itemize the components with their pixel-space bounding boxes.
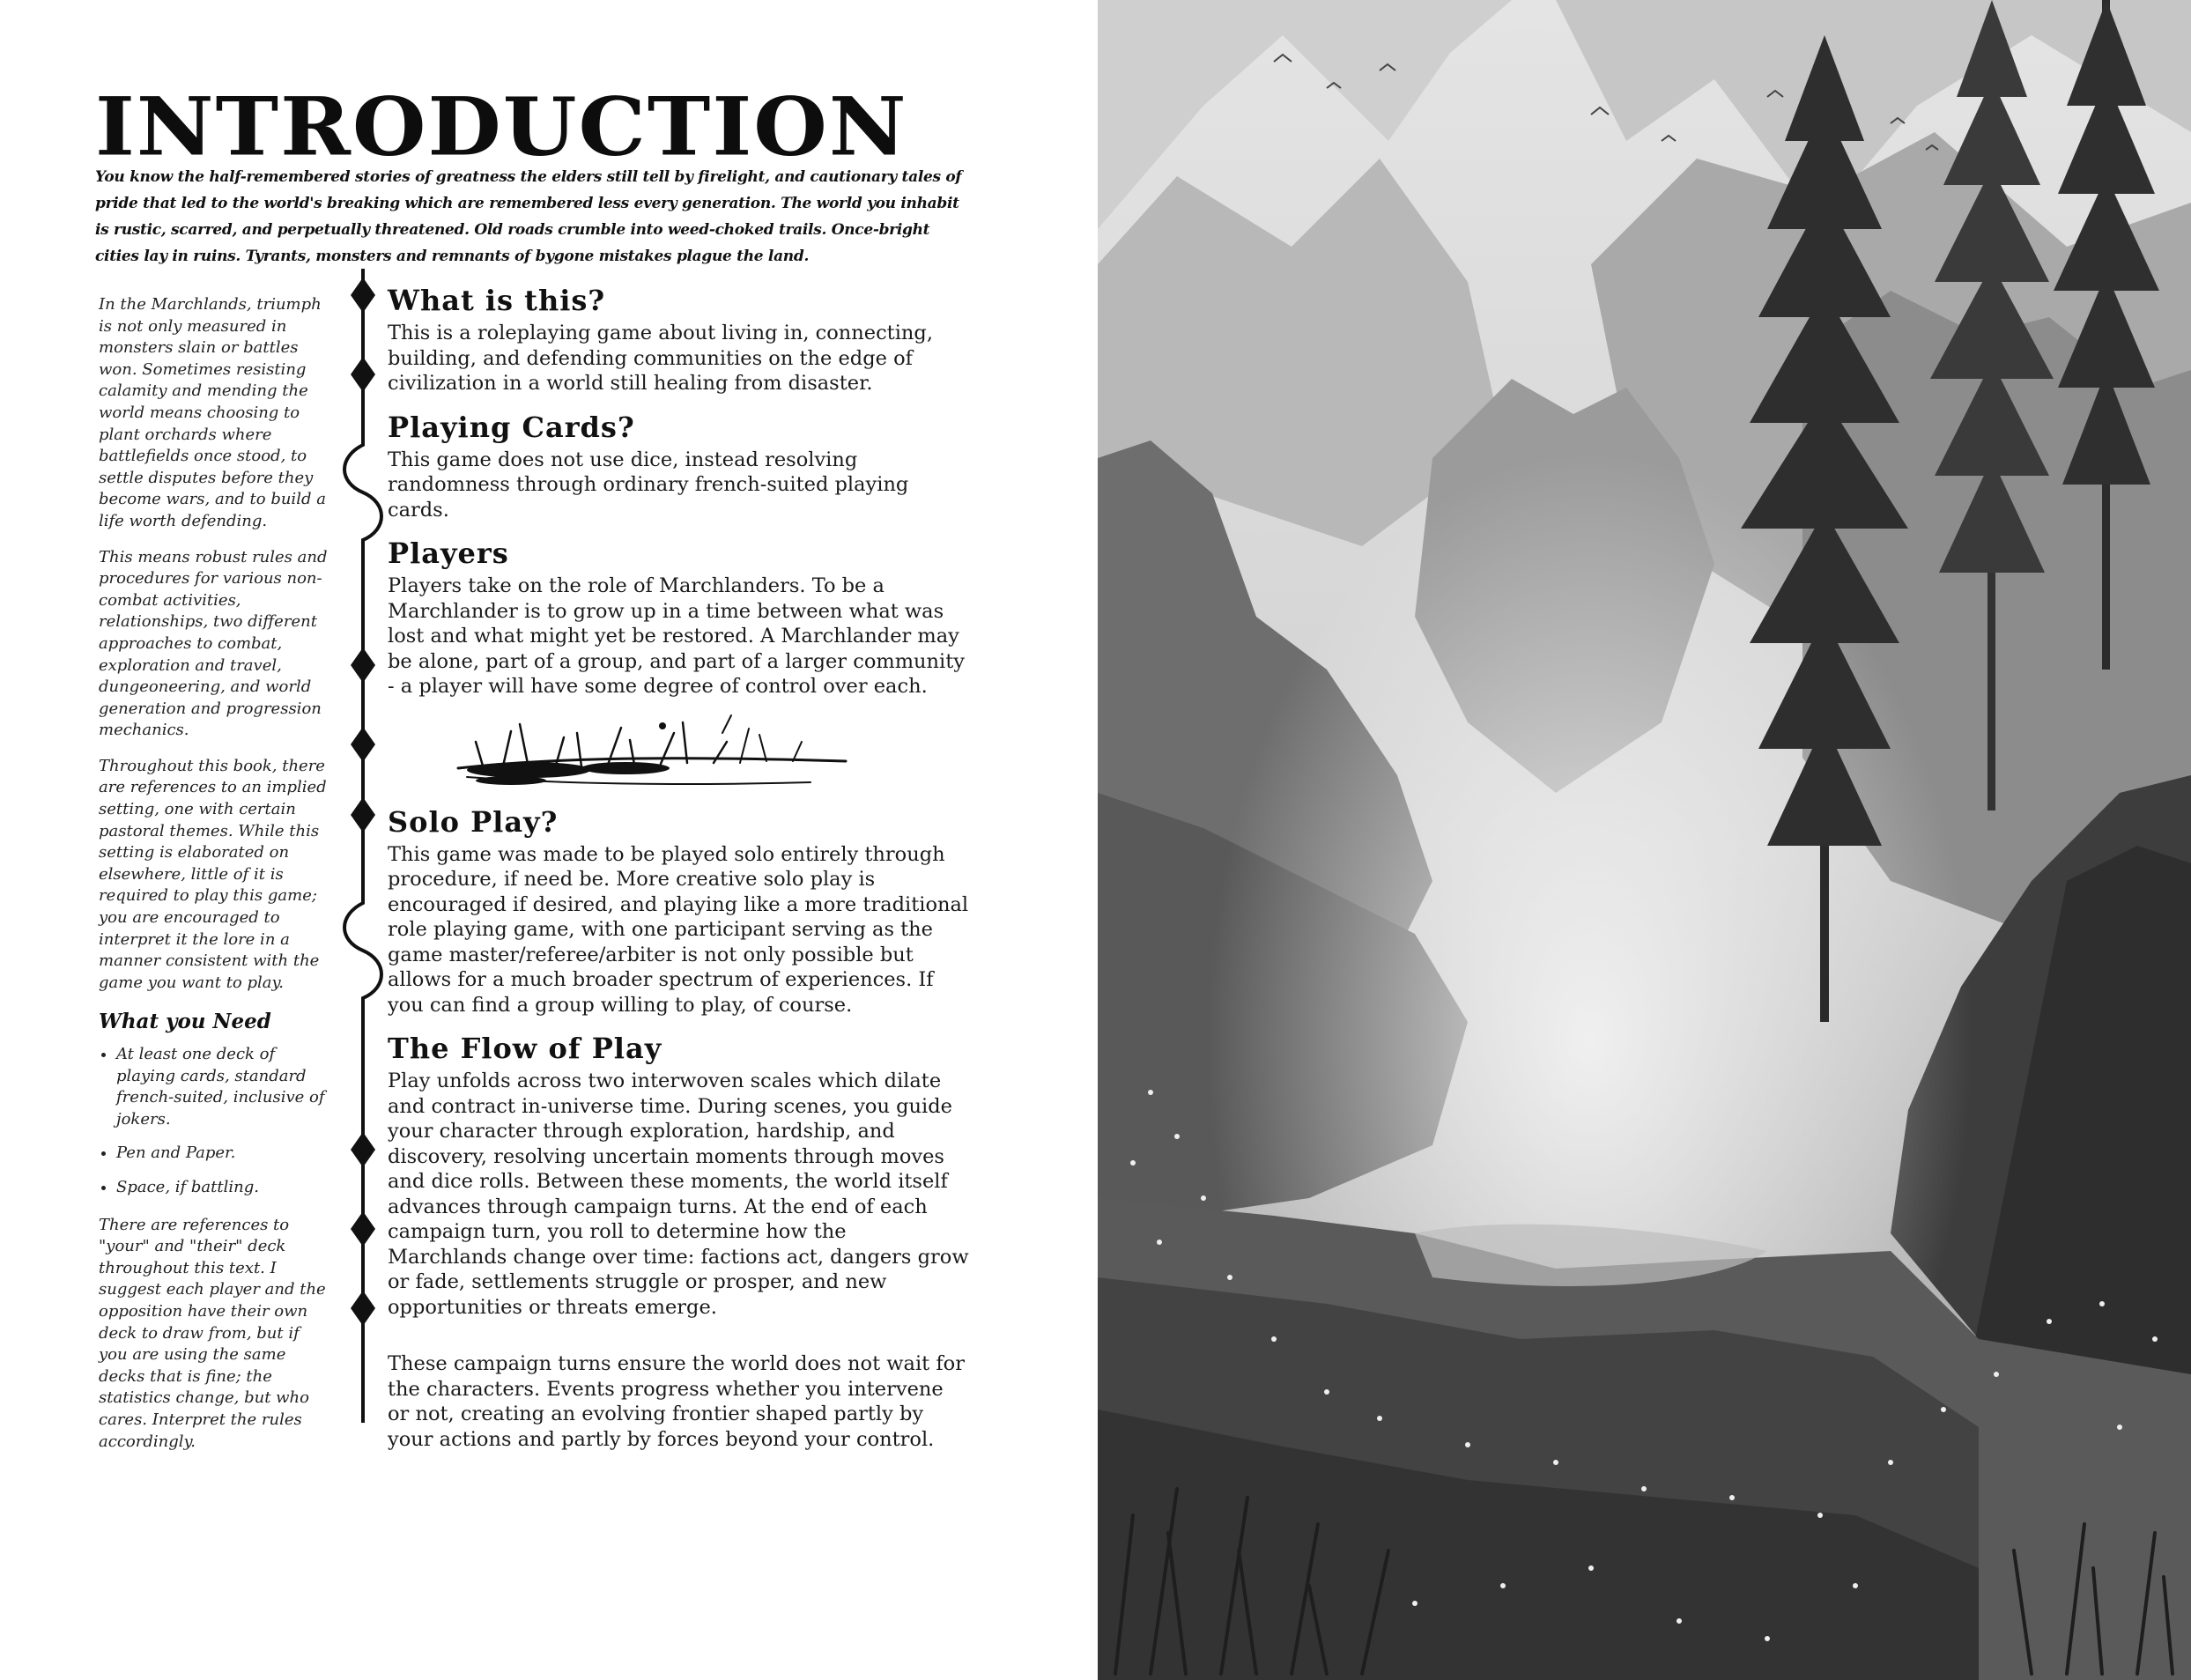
section-body-flow-of-play: Play unfolds across two interwoven scales which dilate and contract in-universe time. During scenes, you guide your character through exploration, hardship, and discovery, resolving uncertain moments through moves and dice rolls. Between these moments, the world itself advances through campaign turns. At the end of each campaign turn, you roll to determine how the Marchlands change over time: factions act, dangers grow or fade, settlements struggle or prosper, and new opportunities or threats emerge. bbox=[388, 1069, 969, 1319]
needs-item: • Pen and Paper. bbox=[116, 1143, 329, 1165]
sidebar bbox=[99, 294, 329, 1467]
intro-paragraph: You know the half-remembered stories of greatness the elders still tell by firelight, and cautionary tales of pride that led to the world's breaking which are remembered less every generation. The world you inhabit is rustic, scarred, and perpetually threatened. Old roads crumble into weed-choked trails. Once-bright cities lay in ruins. Tyrants, monsters and remnants of bygone mistakes plague the land. bbox=[95, 168, 962, 265]
sidebar-paragraph-1: In the Marchlands, triumph is not only measured in monsters slain or battles won. Sometimes resisting calamity and mending the world means choosing to plant orchards where battlefields once stood, to settle disputes before they become wars, and to build a life worth defending. bbox=[99, 295, 326, 530]
needs-list bbox=[99, 1044, 329, 1199]
main-column bbox=[388, 282, 969, 1464]
section-body-solo-play: This game was made to be played solo entirely through procedure, if need be. More creative solo play is encouraged if desired, and playing like a more traditional role playing game, with one participant serving as the game master/referee/arbiter is not only possible but allows for a much broader spectrum of experiences. If you can find a group willing to play, of course. bbox=[388, 842, 969, 1017]
needs-item: • Space, if battling. bbox=[116, 1177, 329, 1199]
sidebar-paragraph-2: This means robust rules and procedures for various non-combat activities, relationships, two different approaches to combat, exploration and travel, dungeoneering, and world generation and progression mechanics. bbox=[99, 547, 328, 740]
mountain-valley-painting bbox=[1098, 0, 2191, 1680]
sidebar-paragraph-3: Throughout this book, there are references to an implied setting, one with certain pastoral themes. While this setting is elaborated on elsewhere, little of it is required to play this game; you are encouraged to interpret it the lore in a manner consistent with the game you want to play. bbox=[99, 756, 327, 992]
section-body-what-is-this: This is a roleplaying game about living in, connecting, building, and defending communities on the edge of civilization in a world still healing from disaster. bbox=[388, 322, 933, 395]
needs-item: • At least one deck of playing cards, standard french-suited, inclusive of jokers. bbox=[116, 1044, 329, 1130]
section-body-flow-of-play-2: These campaign turns ensure the world does not wait for the characters. Events progress whether you intervene or not, creating an evolving frontier shaped partly by your actions and partly by forces beyond your control. bbox=[388, 1352, 965, 1451]
right-page bbox=[1092, 0, 2191, 1680]
left-page bbox=[0, 0, 1092, 1680]
section-heading-what-is-this: What is this? bbox=[388, 284, 606, 317]
sidebar-paragraph-4: There are references to "your" and "their" deck throughout this text. I suggest each player and the opposition have their own deck to draw from, but if you are using the same decks that is fine; the statistics change, but who cares. Interpret the rules accordingly. bbox=[99, 1215, 326, 1451]
ornamental-divider bbox=[337, 269, 389, 1423]
grass-ink-illustration bbox=[432, 707, 872, 803]
section-body-players: Players take on the role of Marchlanders. To be a Marchlander is to grow up in a time between what was lost and what might yet be restored. A Marchlander may be alone, part of a group, and part of a larger community - a player will have some degree of control over each. bbox=[388, 574, 965, 698]
needs-heading: What you Need bbox=[99, 1010, 271, 1034]
section-heading-players: Players bbox=[388, 537, 509, 570]
section-body-playing-cards: This game does not use dice, instead resolving randomness through ordinary french-suited playing cards. bbox=[388, 448, 909, 522]
section-heading-playing-cards: Playing Cards? bbox=[388, 410, 635, 444]
page-title: INTRODUCTION bbox=[95, 78, 908, 174]
section-heading-flow-of-play: The Flow of Play bbox=[388, 1032, 662, 1065]
section-heading-solo-play: Solo Play? bbox=[388, 804, 559, 839]
